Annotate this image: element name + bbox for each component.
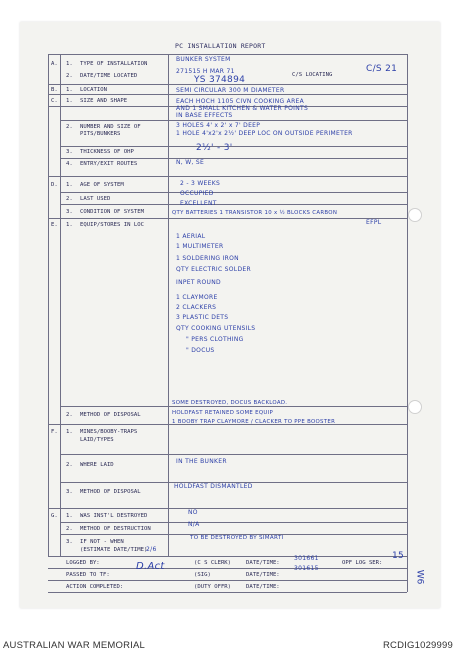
action-completed-label: ACTION COMPLETED: (66, 584, 124, 590)
f3-number: 3. (66, 489, 73, 495)
g2-label: METHOD OF DESTRUCTION (80, 526, 151, 532)
c3-value: 2½' - 3' (196, 143, 233, 153)
action-datetime-label: DATE/TIME: (246, 584, 280, 590)
logged-datetime-label: DATE/TIME: (246, 560, 280, 566)
e1-label: EQUIP/STORES IN LOC (80, 222, 144, 228)
record-id: RCDIG1029999 (383, 640, 453, 651)
passed-datetime-value: 301615 (294, 565, 319, 572)
box-note: 2/6 (146, 546, 157, 553)
e1-item-6: 1 CLAYMORE (176, 294, 218, 301)
d3-value: QTY BATTERIES 1 TRANSISTOR 10 x ½ BLOCKS CARBON (172, 210, 338, 216)
c2-number: 2. (66, 124, 73, 130)
a2-extra-label: C/S LOCATING (292, 72, 333, 78)
a2-grid-reference: YS 374894 (194, 75, 246, 85)
log-serial-label: OPF LOG SER: (342, 560, 383, 566)
a2-number: 2. (66, 73, 73, 79)
f2-number: 2. (66, 462, 73, 468)
a2-extra-value: C/S 21 (366, 64, 398, 74)
c2-line-1: 3 HOLES 4' x 2' x 7' DEEP (176, 122, 261, 129)
f1-label: MINES/BOOBY-TRAPS (80, 429, 138, 435)
f3-value: HOLDFAST DISMANTLED (174, 483, 253, 490)
logged-datetime-value: 301661 (294, 555, 319, 562)
f3-label: METHOD OF DISPOSAL (80, 489, 141, 495)
d1-number: 1. (66, 182, 73, 188)
d1-value: 2 - 3 WEEKS (180, 180, 221, 187)
c1-label: SIZE AND SHAPE (80, 98, 128, 104)
e1-item-3: 1 SOLDERING IRON (176, 255, 239, 262)
logged-by-role: (C S CLERK) (194, 560, 232, 566)
g3-number: 3. (66, 539, 73, 545)
c1-line-3: IN BASE EFFECTS (176, 112, 233, 119)
a1-number: 1. (66, 61, 73, 67)
e1-item-2: 1 MULTIMETER (176, 243, 224, 250)
action-duty-officer: (DUTY OFFR) (194, 584, 232, 590)
d1-label: AGE OF SYSTEM (80, 182, 124, 188)
log-serial-value: 15 (392, 551, 405, 561)
e1-item-5: INPET ROUND (176, 279, 221, 286)
passed-datetime-label: DATE/TIME: (246, 572, 280, 578)
e2-number: 2. (66, 412, 73, 418)
punch-hole-top (408, 208, 422, 222)
d3-value-2: EFPL (366, 219, 382, 226)
d3-number: 3. (66, 209, 73, 215)
d3-label: CONDITION OF SYSTEM (80, 209, 144, 215)
e1-item-1: 1 AERIAL (176, 233, 206, 240)
c2-line-2: 1 HOLE 4'x2'x 2½' DEEP LOC ON OUTSIDE PERIMETER (176, 130, 353, 137)
g2-number: 2. (66, 526, 73, 532)
g1-value: NO (188, 509, 198, 516)
e1-item-11: " DOCUS (186, 347, 215, 354)
a1-value: BUNKER SYSTEM (176, 56, 231, 63)
c3-label: THICKNESS OF OHP (80, 149, 134, 155)
e1-number: 1. (66, 222, 73, 228)
a1-label: TYPE OF INSTALLATION (80, 61, 148, 67)
e2-label: METHOD OF DISPOSAL (80, 412, 141, 418)
g3-label: IF NOT - WHEN (80, 539, 124, 545)
section-b-letter: B. (51, 87, 58, 93)
g3-label-2: (ESTIMATE DATE/TIME) (80, 547, 148, 553)
g2-value: N/A (188, 521, 200, 528)
c4-value: N, W, SE (176, 159, 205, 166)
e2-line-2: 1 BOOBY TRAP CLAYMORE / CLACKER TO PPE BOOSTER (172, 419, 336, 425)
f2-value: IN THE BUNKER (176, 458, 227, 465)
section-a-letter: A. (51, 61, 58, 67)
g1-number: 1. (66, 513, 73, 519)
section-g-letter: G. (51, 513, 58, 519)
punch-hole-bottom (408, 400, 422, 414)
f2-label: WHERE LAID (80, 462, 114, 468)
g3-value: TO BE DESTROYED BY SIMARTI (190, 535, 284, 541)
a2-value: 271515 H MAR 71 (176, 68, 235, 75)
b1-label: LOCATION (80, 87, 107, 93)
e1-item-7: 2 CLACKERS (176, 304, 217, 311)
passed-to-label: PASSED TO TF: (66, 572, 110, 578)
c3-number: 3. (66, 149, 73, 155)
margin-note: W6 (414, 569, 425, 585)
section-e-letter: E. (51, 222, 58, 228)
e1-item-9: QTY COOKING UTENSILS (176, 325, 256, 332)
report-title: PC INSTALLATION REPORT (175, 42, 266, 50)
e1-item-8: 3 PLASTIC DETS (176, 314, 229, 321)
e1-item-4: QTY ELECTRIC SOLDER (176, 266, 251, 273)
c1-line-2: AND 1 SMALL KITCHEN & WATER POINTS (176, 105, 309, 112)
c4-label: ENTRY/EXIT ROUTES (80, 161, 138, 167)
g1-label: WAS INST'L DESTROYED (80, 513, 148, 519)
d2-label: LAST USED (80, 196, 111, 202)
logged-by-label: LOGGED BY: (66, 560, 100, 566)
archive-label: AUSTRALIAN WAR MEMORIAL (3, 640, 146, 651)
section-f-letter: F. (51, 429, 58, 435)
c1-number: 1. (66, 98, 73, 104)
a2-label: DATE/TIME LOCATED (80, 73, 138, 79)
section-d-letter: D. (51, 182, 58, 188)
c2-label: NUMBER AND SIZE OF PITS/BUNKERS (80, 124, 141, 137)
e1-remark: SOME DESTROYED, DOCUS BACKLOAD. (172, 400, 288, 406)
e1-item-10: " PERS CLOTHING (186, 336, 244, 343)
section-c-letter: C. (51, 98, 58, 104)
b1-number: 1. (66, 87, 73, 93)
d2-number: 2. (66, 196, 73, 202)
signature: D.Act (136, 561, 165, 572)
e2-line-1: HOLDFAST RETAINED SOME EQUIP (172, 410, 274, 416)
d2-value: EXCELLENT (180, 200, 217, 207)
c4-number: 4. (66, 161, 73, 167)
b1-value: SEMI CIRCULAR 300 M DIAMETER (176, 87, 285, 94)
passed-sig: (SIG) (194, 572, 211, 578)
f1-label-2: LAID/TYPES (80, 437, 114, 443)
c1-line-1: EACH HOCH 1105 CIVN COOKING AREA (176, 98, 305, 105)
d1-occupied: OCCUPIED (180, 190, 214, 197)
f1-number: 1. (66, 429, 73, 435)
